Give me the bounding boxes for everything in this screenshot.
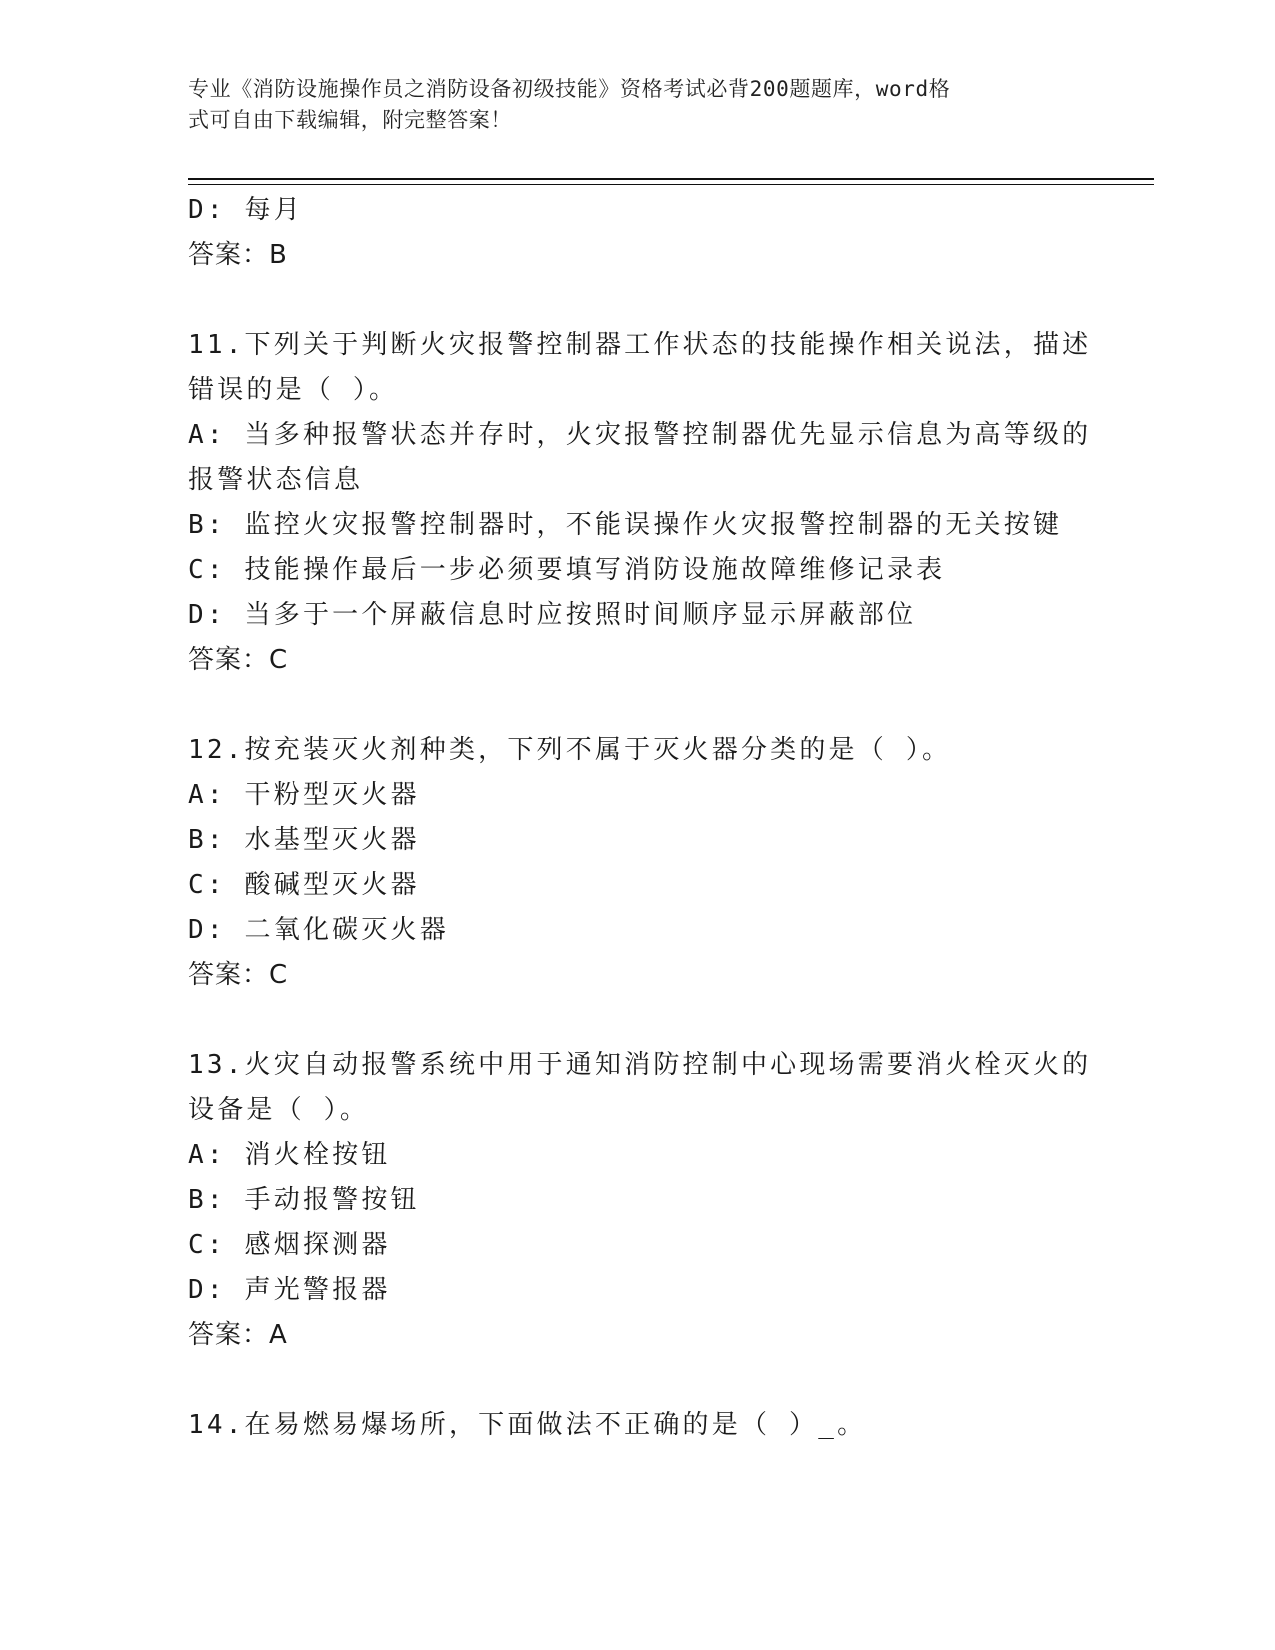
option-c: C: 酸碱型灭火器 bbox=[188, 870, 420, 900]
question-stem-cont: 设备是（ ）。 bbox=[188, 1095, 370, 1125]
header-line-2: 式可自由下载编辑，附完整答案！ bbox=[188, 108, 512, 132]
header-line-1: 专业《消防设施操作员之消防设备初级技能》资格考试必背200题题库，word格 bbox=[188, 77, 951, 101]
question-stem: 13.火灾自动报警系统中用于通知消防控制中心现场需要消火栓灭火的 bbox=[188, 1050, 1092, 1080]
question-stem: 11.下列关于判断火灾报警控制器工作状态的技能操作相关说法，描述 bbox=[188, 330, 1092, 360]
option-b: B: 监控火灾报警控制器时，不能误操作火灾报警控制器的无关按键 bbox=[188, 510, 1063, 540]
answer: 答案：C bbox=[188, 960, 289, 990]
question-11 bbox=[188, 323, 1092, 683]
spacer bbox=[188, 278, 1088, 323]
page-header bbox=[188, 74, 1068, 136]
answer: 答案：C bbox=[188, 645, 289, 675]
spacer bbox=[188, 1358, 1088, 1403]
option-a: A: 消火栓按钮 bbox=[188, 1140, 391, 1170]
question-12 bbox=[188, 728, 1088, 998]
option-d: D: 当多于一个屏蔽信息时应按照时间顺序显示屏蔽部位 bbox=[188, 600, 917, 630]
answer: 答案：A bbox=[188, 1320, 288, 1350]
option-d: D: 声光警报器 bbox=[188, 1275, 391, 1305]
option-a: A: 当多种报警状态并存时，火灾报警控制器优先显示信息为高等级的 bbox=[188, 420, 1092, 450]
header-divider-thick bbox=[188, 178, 1154, 180]
option-c: C: 感烟探测器 bbox=[188, 1230, 391, 1260]
question-13 bbox=[188, 1043, 1092, 1358]
spacer bbox=[188, 998, 1088, 1043]
option-a: A: 干粉型灭火器 bbox=[188, 780, 420, 810]
option-b: B: 水基型灭火器 bbox=[188, 825, 420, 855]
question-stem-cont: 错误的是（ ）。 bbox=[188, 375, 399, 405]
option-a-cont: 报警状态信息 bbox=[188, 465, 364, 495]
option-c: C: 技能操作最后一步必须要填写消防设施故障维修记录表 bbox=[188, 555, 946, 585]
option-b: B: 手动报警按钮 bbox=[188, 1185, 420, 1215]
question-14 bbox=[188, 1403, 1088, 1448]
header-divider-thin bbox=[188, 184, 1154, 185]
option-d: D: 二氧化碳灭火器 bbox=[188, 915, 449, 945]
question-stem: 12.按充装灭火剂种类，下列不属于灭火器分类的是（ ）。 bbox=[188, 735, 952, 765]
question-stem: 14.在易燃易爆场所，下面做法不正确的是（ ）_。 bbox=[188, 1410, 867, 1440]
spacer bbox=[188, 683, 1088, 728]
document-body bbox=[188, 188, 1092, 1448]
q10-option-d: D: 每月 bbox=[188, 195, 303, 225]
q10-answer: 答案：B bbox=[188, 240, 288, 270]
